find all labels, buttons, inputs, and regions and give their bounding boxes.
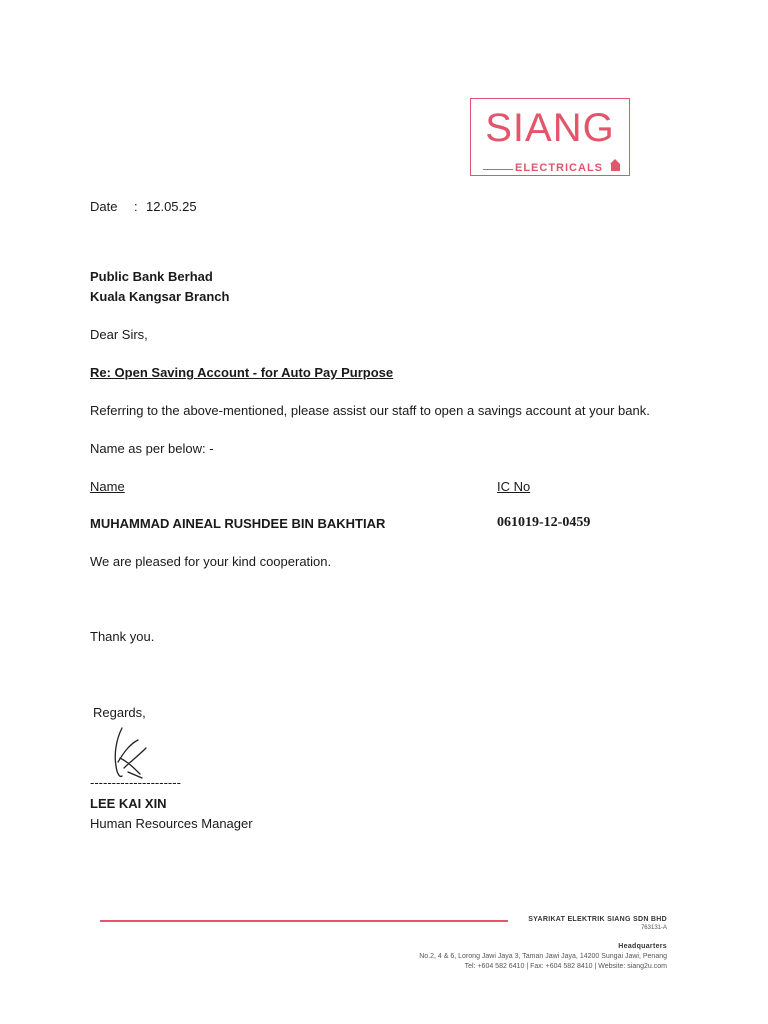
closing-thanks: Thank you. xyxy=(90,629,155,644)
body-paragraph-2: Name as per below: - xyxy=(90,441,214,456)
logo-brand: SIANG xyxy=(485,106,615,150)
body-paragraph-3: We are pleased for your kind cooperation. xyxy=(90,554,332,569)
company-logo xyxy=(470,98,630,176)
signatory-title: Human Resources Manager xyxy=(90,816,253,831)
date-value: 12.05.25 xyxy=(146,199,197,214)
footer-address: No.2, 4 & 6, Lorong Jawi Jaya 3, Taman Jawi Jaya, 14200 Sungai Jawi, Penang xyxy=(419,953,667,960)
ic-column-header: IC No xyxy=(497,479,531,494)
handwritten-signature xyxy=(108,722,158,782)
house-icon xyxy=(611,164,620,171)
footer-registration: 763131-A xyxy=(640,925,667,931)
logo-subtitle: ELECTRICALS xyxy=(515,162,603,174)
recipient-branch: Kuala Kangsar Branch xyxy=(90,289,230,304)
footer-hq-label: Headquarters xyxy=(618,943,667,950)
body-paragraph-1: Referring to the above-mentioned, please assist our staff to open a savings account at your bank. xyxy=(90,403,650,418)
recipient-bank: Public Bank Berhad xyxy=(90,269,213,284)
signatory-name: LEE KAI XIN xyxy=(90,796,167,811)
staff-name: MUHAMMAD AINEAL RUSHDEE BIN BAKHTIAR xyxy=(90,516,386,531)
logo-rule xyxy=(483,169,513,170)
footer-rule xyxy=(100,920,508,922)
subject-line: Re: Open Saving Account - for Auto Pay Purpose xyxy=(90,365,394,380)
signature-line: --------------------- xyxy=(90,775,181,790)
staff-ic-number: 061019-12-0459 xyxy=(497,515,591,530)
closing-regards: Regards, xyxy=(93,705,146,720)
date-label: Date xyxy=(90,199,118,214)
footer-company: SYARIKAT ELEKTRIK SIANG SDN BHD xyxy=(528,916,667,923)
date-separator: : xyxy=(134,199,138,214)
name-column-header: Name xyxy=(90,479,125,494)
salutation: Dear Sirs, xyxy=(90,327,148,342)
footer-contact: Tel: +604 582 6410 | Fax: +604 582 8410 | Website: siang2u.com xyxy=(464,963,667,970)
